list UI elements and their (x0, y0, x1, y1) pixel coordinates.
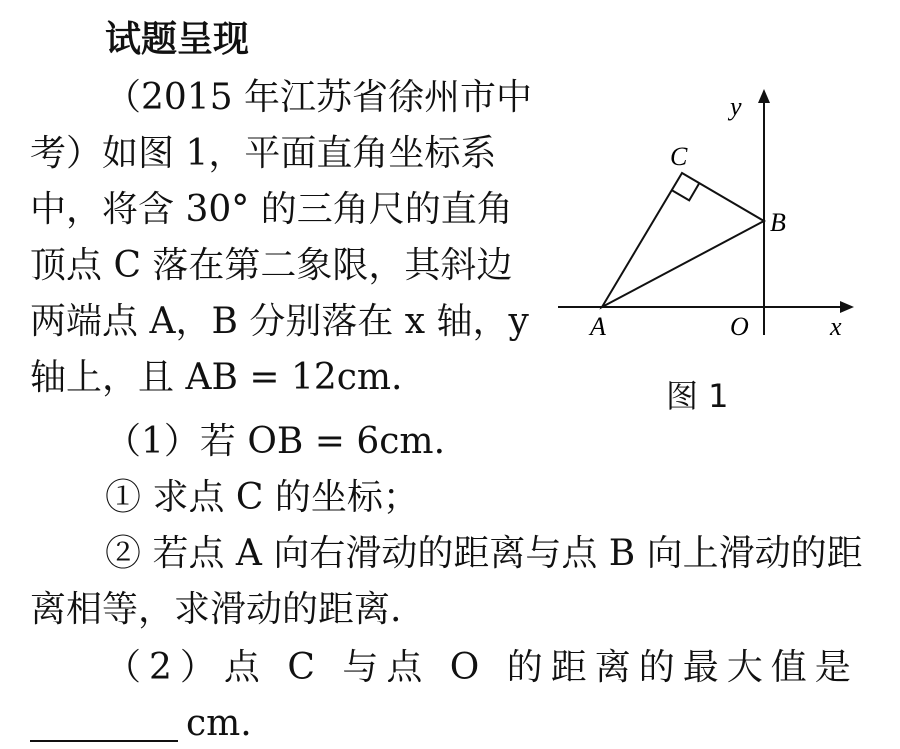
question-2-line-2: 离相等，求滑动的距离. (30, 589, 402, 630)
problem-line-5: 两端点 A，B 分别落在 x 轴，y (30, 301, 529, 342)
y-axis-arrow (758, 89, 770, 103)
x-axis-arrow (840, 301, 854, 313)
question-2-line-1: ② 若点 A 向右滑动的距离与点 B 向上滑动的距 (105, 533, 863, 574)
point-b-label: B (770, 208, 786, 237)
question-1: ① 求点 C 的坐标； (105, 477, 419, 518)
section-title: 试题呈现 (105, 19, 250, 60)
answer-blank (30, 740, 178, 742)
triangle-abc (602, 173, 764, 307)
part1-text: （1）若 OB = 6cm. (105, 421, 446, 462)
point-o-label: O (730, 312, 749, 341)
problem-line-1: （2015 年江苏省徐州市中 (105, 77, 533, 118)
x-axis-label: x (830, 312, 842, 341)
coordinate-figure (558, 85, 858, 355)
right-angle-mark (672, 183, 699, 200)
part2-text: （2）点 C 与点 O 的距离的最大值是 (105, 647, 859, 688)
problem-line-2: 考）如图 1，平面直角坐标系 (30, 133, 497, 174)
problem-line-6: 轴上，且 AB = 12cm. (30, 357, 403, 398)
part2-unit: cm. (186, 703, 252, 744)
problem-line-4: 顶点 C 落在第二象限，其斜边 (30, 245, 513, 286)
y-axis-label: y (730, 92, 742, 121)
problem-line-3: 中，将含 30° 的三角尺的直角 (30, 189, 513, 230)
point-a-label: A (590, 312, 606, 341)
point-c-label: C (670, 142, 688, 171)
figure-caption: 图 1 (666, 377, 729, 415)
